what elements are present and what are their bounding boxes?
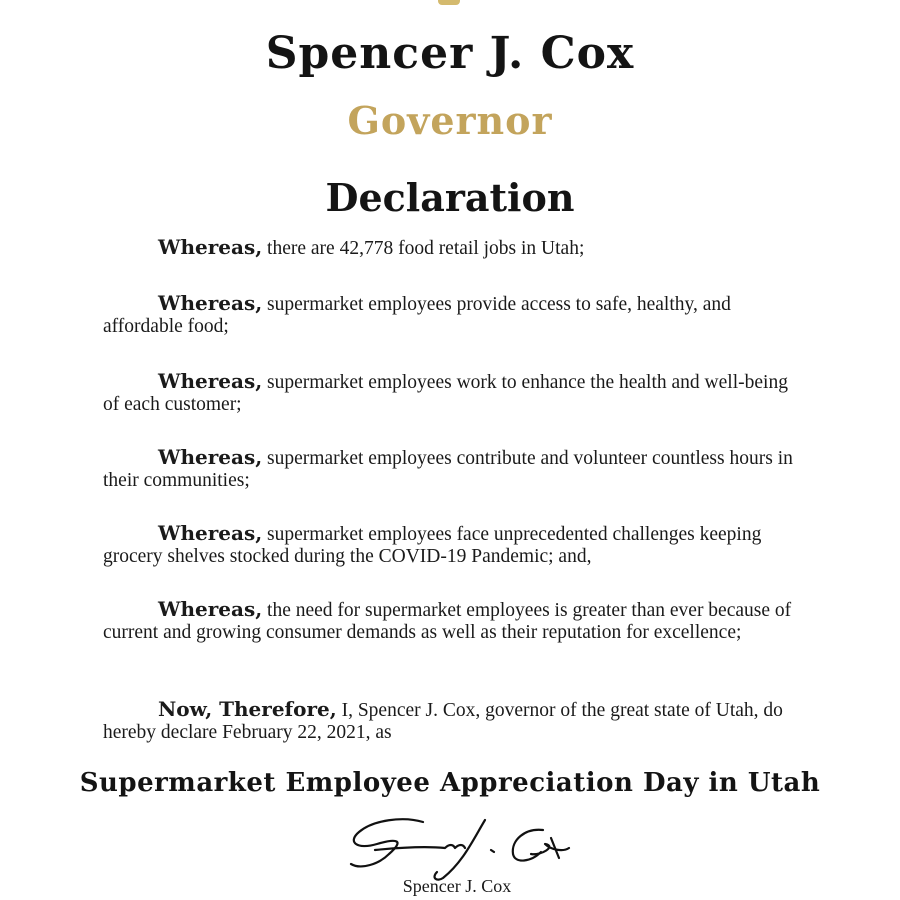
paragraph-text: supermarket employees provide access to safe, healthy, and affordable food; [103,294,731,337]
seal-fragment [438,0,460,5]
governor-title: Governor [347,98,553,143]
whereas-paragraph-2 [103,292,793,338]
governor-name: Spencer J. Cox [265,28,635,79]
whereas-paragraph-6 [103,598,793,644]
whereas-keyword: Whereas, [158,521,263,545]
whereas-keyword: Whereas, [158,369,263,393]
whereas-keyword: Whereas, [158,445,263,469]
declared-day-heading: Supermarket Employee Appreciation Day in Utah [79,768,821,798]
whereas-paragraph-5 [103,522,793,568]
whereas-paragraph-4 [103,446,793,492]
paragraph-text: supermarket employees face unprecedented challenges keeping grocery shelves stocked during the COVID-19 Pandemic; and, [103,524,762,567]
paragraph-text: supermarket employees work to enhance the health and well-being of each customer; [103,372,788,415]
whereas-keyword: Whereas, [158,291,263,315]
whereas-paragraph-3 [103,370,793,416]
whereas-paragraph-1 [103,236,793,260]
resolution-keyword: Now, Therefore, [158,697,337,721]
paragraph-text: I, Spencer J. Cox, governor of the great state of Utah, do hereby declare February 22, 2021, as [103,700,783,743]
document-title: Declaration [325,175,575,220]
resolution-paragraph [103,698,793,744]
paragraph-text: supermarket employees contribute and volunteer countless hours in their communities; [103,448,793,491]
paragraph-text: the need for supermarket employees is greater than ever because of current and growing consumer demands as well as their reputation for excellence; [103,600,792,643]
whereas-keyword: Whereas, [158,597,263,621]
whereas-keyword: Whereas, [158,235,263,259]
signer-printed-name: Spencer J. Cox [402,876,512,896]
handwritten-signature [345,810,575,885]
paragraph-text: there are 42,778 food retail jobs in Utah; [267,238,585,259]
